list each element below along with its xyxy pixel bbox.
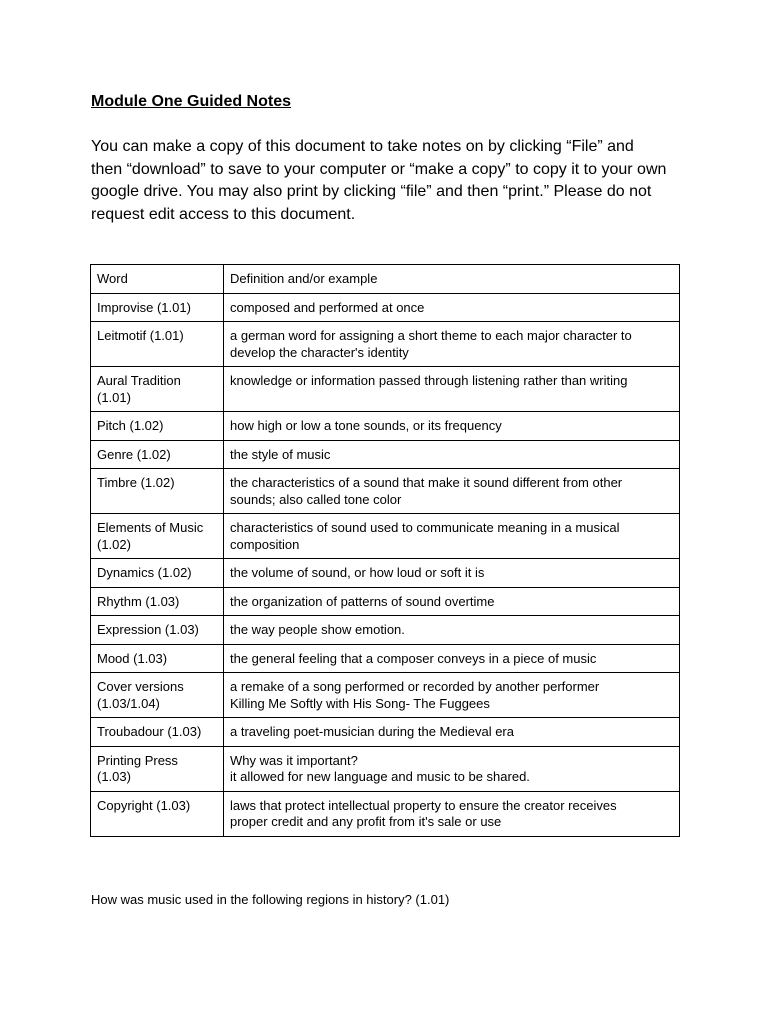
definition-text: Why was it important?	[230, 752, 358, 768]
word-cell	[91, 673, 224, 718]
definition-cell	[224, 559, 680, 588]
table-row	[91, 293, 680, 322]
definition-cell	[224, 367, 680, 412]
definition-text: how high or low a tone sounds, or its frequency	[230, 418, 502, 433]
definition-text: the organization of patterns of sound overtime	[230, 593, 495, 609]
word-cell	[91, 616, 224, 645]
word-text: Copyright (1.03)	[97, 797, 191, 813]
word-text: Dynamics (1.02)	[97, 565, 192, 580]
definition-text: sounds; also called tone color	[230, 491, 402, 507]
table-row	[91, 367, 680, 412]
definition-cell	[224, 412, 680, 441]
word-text: Expression (1.03)	[97, 622, 199, 637]
definition-cell	[224, 469, 680, 514]
word-cell	[91, 746, 224, 791]
table-row	[91, 616, 680, 645]
definition-text: proper credit and any profit from it's sale or use	[230, 814, 502, 829]
definition-cell	[224, 718, 680, 747]
table-header-row	[91, 265, 680, 294]
word-text: Troubadour (1.03)	[97, 724, 202, 739]
word-cell	[91, 469, 224, 514]
definition-text: a traveling poet-musician during the Medieval era	[230, 724, 514, 739]
region-question: How was music used in the following regions in history? (1.01)	[91, 892, 450, 907]
definition-cell	[224, 644, 680, 673]
word-cell	[91, 644, 224, 673]
word-cell	[91, 718, 224, 747]
word-text: Rhythm (1.03)	[97, 593, 180, 609]
intro-line: then “download” to save to your computer or “make a copy” to copy it to your own	[91, 160, 667, 178]
vocabulary-table	[90, 264, 680, 837]
table-row	[91, 791, 680, 836]
word-cell	[91, 367, 224, 412]
word-cell	[91, 587, 224, 616]
word-text: Timbre (1.02)	[97, 475, 175, 490]
word-cell	[91, 412, 224, 441]
definition-text: a german word for assigning a short theme to each major character to	[230, 328, 632, 343]
definition-text: develop the character's identity	[230, 344, 409, 360]
definition-text: the style of music	[230, 446, 331, 462]
intro-line: You can make a copy of this document to take notes on by clicking “File” and	[91, 138, 634, 155]
word-text: Printing Press	[97, 752, 178, 768]
definition-text: knowledge or information passed through listening rather than writing	[230, 373, 628, 388]
definition-cell	[224, 791, 680, 836]
word-text: Elements of Music	[97, 520, 204, 535]
word-text: (1.02)	[97, 536, 131, 552]
word-text: Aural Tradition	[97, 373, 181, 388]
word-text: Improvise (1.01)	[97, 299, 191, 315]
table-row	[91, 559, 680, 588]
word-cell	[91, 514, 224, 559]
word-text: Pitch (1.02)	[97, 418, 164, 433]
definition-text: composition	[230, 536, 300, 552]
definition-cell	[224, 322, 680, 367]
table-row	[91, 412, 680, 441]
definition-text: a remake of a song performed or recorded by another performer	[230, 679, 600, 694]
word-cell	[91, 322, 224, 367]
table-row	[91, 587, 680, 616]
definition-cell	[224, 587, 680, 616]
intro-line: request edit access to this document.	[91, 205, 356, 223]
table-row	[91, 673, 680, 718]
table-row	[91, 718, 680, 747]
definition-cell	[224, 616, 680, 645]
definition-cell	[224, 673, 680, 718]
word-text: (1.01)	[97, 389, 131, 405]
table-row	[91, 746, 680, 791]
definition-cell	[224, 440, 680, 469]
definition-text: Killing Me Softly with His Song- The Fuggees	[230, 695, 490, 711]
definition-text: the general feeling that a composer conveys in a piece of music	[230, 650, 597, 666]
definition-cell	[224, 514, 680, 559]
word-text: Mood (1.03)	[97, 650, 168, 666]
definition-text: laws that protect intellectual property to ensure the creator receives	[230, 797, 617, 813]
word-text: Leitmotif (1.01)	[97, 328, 184, 343]
definition-cell	[224, 293, 680, 322]
header-definition: Definition and/or example	[224, 265, 680, 294]
definition-text: the way people show emotion.	[230, 622, 405, 637]
header-word: Word	[91, 265, 224, 294]
definition-text: the characteristics of a sound that make it sound different from other	[230, 475, 623, 490]
definition-text: it allowed for new language and music to be shared.	[230, 769, 530, 784]
intro-line: google drive. You may also print by clicking “file” and then “print.” Please do not	[91, 183, 652, 200]
word-text: Genre (1.02)	[97, 446, 171, 462]
table-row	[91, 322, 680, 367]
table-row	[91, 440, 680, 469]
word-text: Cover versions	[97, 679, 184, 694]
definition-cell	[224, 746, 680, 791]
word-cell	[91, 791, 224, 836]
table-row	[91, 644, 680, 673]
table-row	[91, 514, 680, 559]
definition-text: composed and performed at once	[230, 299, 425, 315]
word-text: (1.03)	[97, 769, 131, 784]
word-cell	[91, 559, 224, 588]
definition-text: the volume of sound, or how loud or soft it is	[230, 565, 485, 580]
table-row	[91, 469, 680, 514]
page-title: Module One Guided Notes	[91, 93, 292, 110]
word-cell	[91, 440, 224, 469]
intro-paragraph	[91, 136, 691, 226]
definition-text: characteristics of sound used to communicate meaning in a musical	[230, 520, 620, 535]
word-cell	[91, 293, 224, 322]
word-text: (1.03/1.04)	[97, 695, 160, 711]
